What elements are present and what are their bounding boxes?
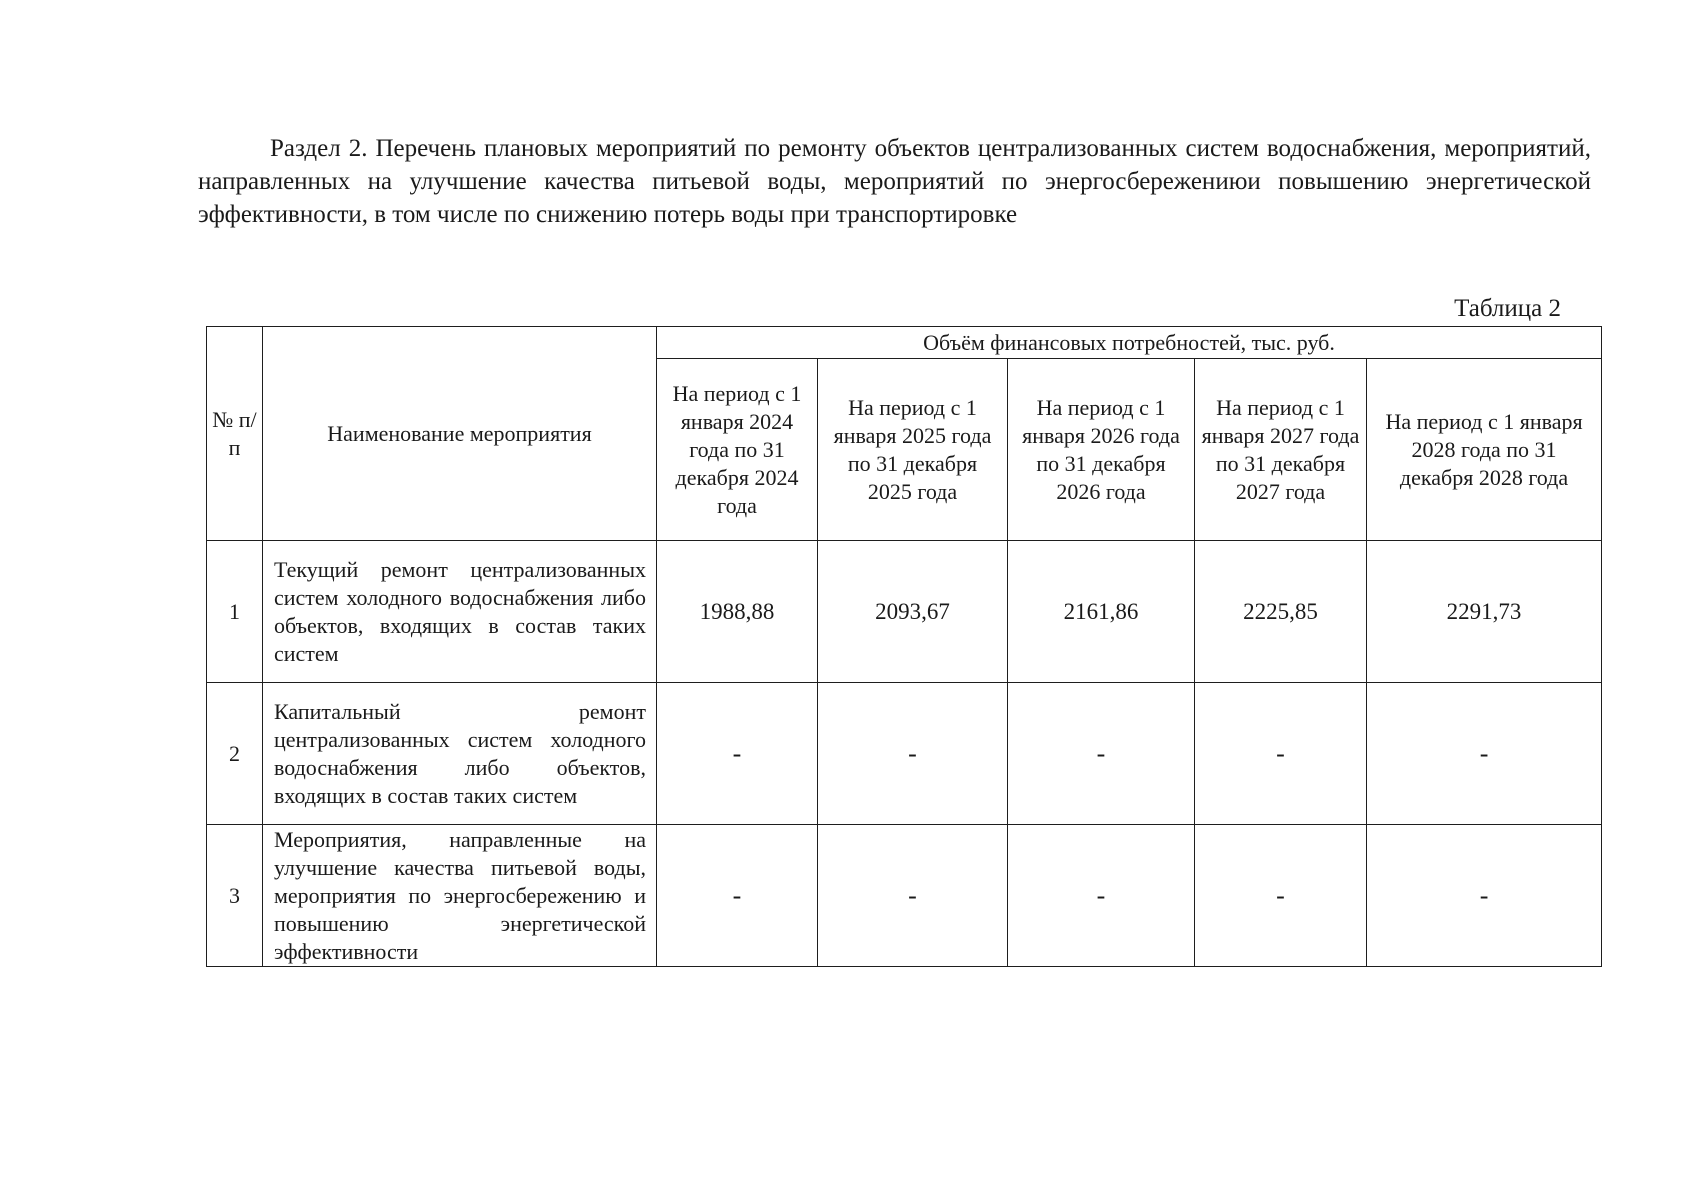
value-cell: - — [657, 683, 818, 825]
table-row — [207, 825, 1602, 967]
period-label: На период с 1 января 2027 года по 31 декабря 2027 года — [1201, 394, 1360, 504]
value-cell: 2291,73 — [1367, 541, 1602, 683]
row-number: 2 — [207, 683, 263, 825]
value-cell: - — [657, 825, 818, 967]
row-name: Капитальный ремонт централизованных систем холодного водоснабжения либо объектов, входящих в состав таких систем — [263, 683, 657, 825]
value-cell: 2161,86 — [1008, 541, 1195, 683]
row-number: 3 — [207, 825, 263, 967]
row-number: 1 — [207, 541, 263, 683]
period-label: На период с 1 января 2025 года по 31 декабря 2025 года — [833, 394, 992, 504]
value-cell: - — [1008, 683, 1195, 825]
header-number: № п/п — [207, 327, 263, 541]
header-period-2027 — [1195, 359, 1367, 541]
section-heading: Раздел 2. Перечень плановых мероприятий по ремонту объектов централизованных систем водоснабжения, мероприятий, направленных на улучшение качества питьевой воды, мероприятий по энергосбережениюи повышению энергетической эффективности, в том числе по снижению потерь воды при транспортировке — [198, 135, 1591, 228]
period-label: На период с 1 января 2024 года по 31 декабря 2024 года — [672, 380, 802, 518]
value-cell: - — [818, 683, 1008, 825]
value-cell: 2225,85 — [1195, 541, 1367, 683]
header-financial-group: Объём финансовых потребностей, тыс. руб. — [657, 327, 1602, 359]
value-cell: - — [1195, 683, 1367, 825]
period-label: На период с 1 января 2028 года по 31 декабря 2028 года — [1385, 408, 1583, 490]
header-period-2028 — [1367, 359, 1602, 541]
table-caption: Таблица 2 — [1454, 295, 1561, 322]
value-cell: 1988,88 — [657, 541, 818, 683]
header-period-2024 — [657, 359, 818, 541]
value-cell: 2093,67 — [818, 541, 1008, 683]
value-cell: - — [1367, 825, 1602, 967]
table-row — [207, 683, 1602, 825]
value-cell: - — [1367, 683, 1602, 825]
table-row — [207, 541, 1602, 683]
row-name: Текущий ремонт централизованных систем холодного водоснабжения либо объектов, входящих в состав таких систем — [263, 541, 657, 683]
value-cell: - — [1195, 825, 1367, 967]
value-cell: - — [818, 825, 1008, 967]
period-label: На период с 1 января 2026 года по 31 декабря 2026 года — [1022, 394, 1180, 504]
header-period-2025 — [818, 359, 1008, 541]
financial-needs-table — [206, 326, 1602, 967]
header-name: Наименование мероприятия — [263, 327, 657, 541]
header-period-2026 — [1008, 359, 1195, 541]
row-name: Мероприятия, направленные на улучшение качества питьевой воды, мероприятия по энергосбережению и повышению энергетической эффективности — [263, 825, 657, 967]
value-cell: - — [1008, 825, 1195, 967]
